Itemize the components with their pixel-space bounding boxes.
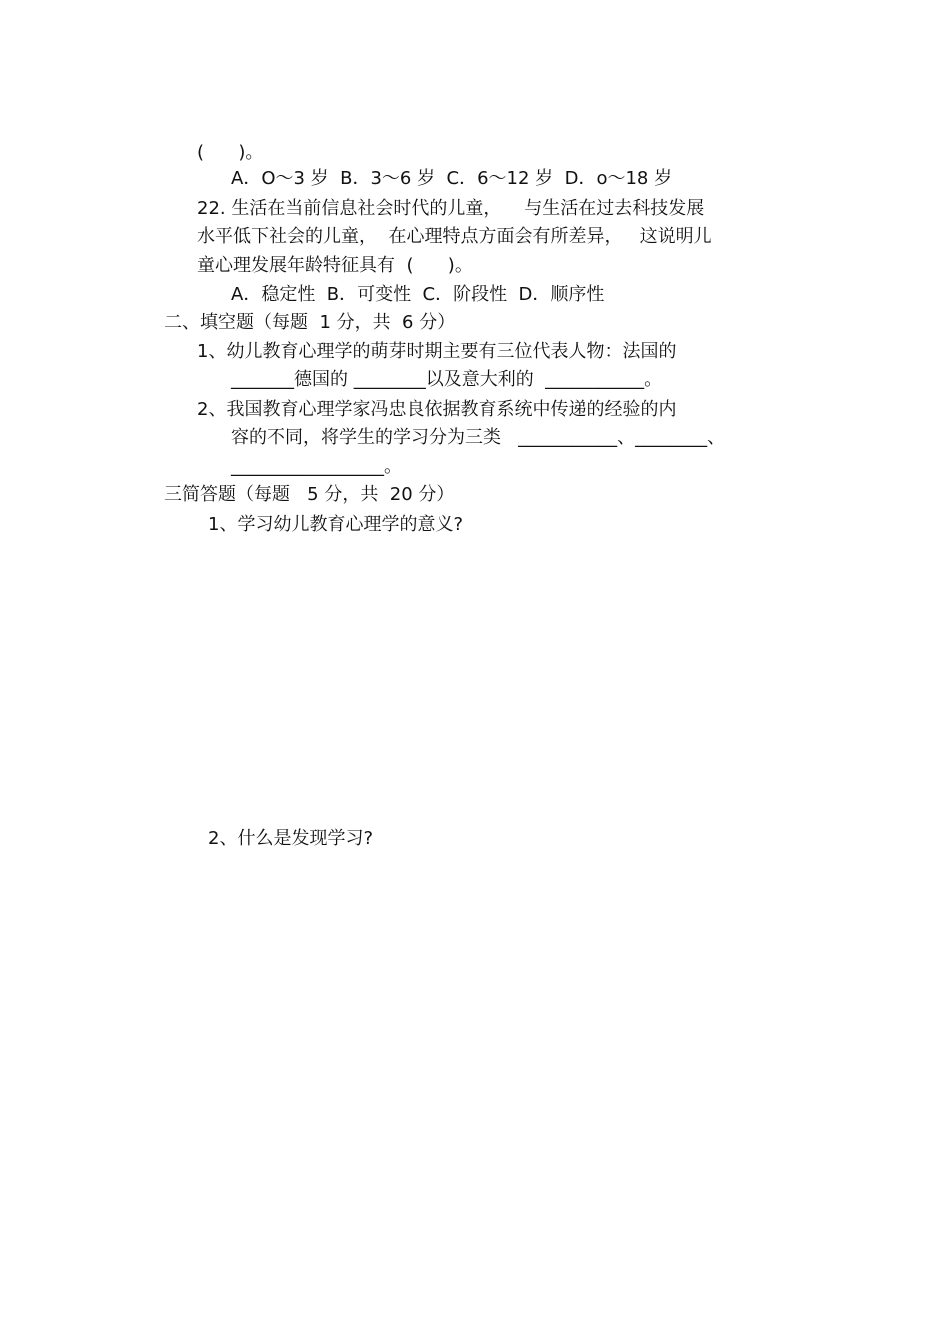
section-2-heading: 二、填空题（每题 1 分，共 6 分）	[164, 312, 456, 333]
fill-q2-line-2: 容的不同，将学生的学习分为三类 ___________、________、	[231, 427, 726, 448]
section-3-heading: 三简答题（每题 5 分，共 20 分）	[164, 484, 455, 505]
q21-stem-end: ( )。	[197, 142, 264, 163]
q22-stem-line-1: 22. 生活在当前信息社会时代的儿童， 与生活在过去科技发展	[197, 198, 705, 219]
fill-q2-line-1: 2、我国教育心理学家冯忠良依据教育系统中传递的经验的内	[197, 399, 677, 420]
q22-stem-line-3: 童心理发展年龄特征具有 ( )。	[197, 255, 473, 276]
fill-q1-line-2: _______德国的 ________以及意大利的 ___________。	[231, 369, 663, 390]
q22-stem-line-2: 水平低下社会的儿童， 在心理特点方面会有所差异， 这说明儿	[197, 226, 712, 247]
short-answer-q1: 1、学习幼儿教育心理学的意义?	[208, 514, 464, 535]
q22-options: A．稳定性 B．可变性 C．阶段性 D．顺序性	[231, 284, 605, 305]
fill-q1-line-1: 1、幼儿教育心理学的萌芽时期主要有三位代表人物：法国的	[197, 341, 677, 362]
q21-options: A．O～3 岁 B．3～6 岁 C．6～12 岁 D．o～18 岁	[231, 168, 673, 189]
short-answer-q2: 2、什么是发现学习?	[208, 828, 374, 849]
fill-q2-line-3: _________________。	[231, 456, 402, 477]
